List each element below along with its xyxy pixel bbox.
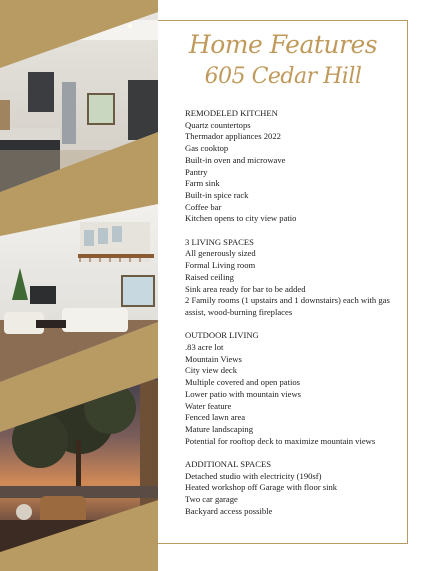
list-item: Backyard access possible — [185, 505, 273, 516]
list-item: Detached studio with electricity (190sf) — [185, 470, 322, 481]
list-item: Mature landscaping — [185, 423, 254, 434]
list-item: City view deck — [185, 365, 238, 376]
list-item: Farm sink — [185, 178, 220, 189]
list-item: Built-in spice rack — [185, 189, 249, 200]
list-item: Sink area ready for bar to be added — [185, 283, 306, 294]
section-title: 3 LIVING SPACES — [185, 236, 254, 247]
section-remodeled-kitchen — [185, 108, 405, 225]
section-title: OUTDOOR LIVING — [185, 330, 259, 341]
list-item: .83 acre lot — [185, 342, 224, 353]
list-item: Two car garage — [185, 494, 238, 505]
list-item: Raised ceiling — [185, 271, 234, 282]
photo-collage — [0, 0, 158, 571]
list-item: 2 Family rooms (1 upstairs and 1 downstairs) each with gas assist, wood-burning fireplaces — [185, 295, 390, 317]
list-item: Built-in oven and microwave — [185, 154, 286, 165]
list-item: Heated workshop off Garage with floor sink — [185, 482, 338, 493]
property-address: 605 Cedar Hill — [204, 64, 362, 89]
list-item: All generously sized — [185, 248, 256, 259]
section-additional-spaces — [185, 459, 405, 518]
list-item: Potential for rooftop deck to maximize mountain views — [185, 435, 376, 446]
list-item: Gas cooktop — [185, 143, 229, 154]
feature-list — [185, 108, 405, 529]
list-item: Pantry — [185, 166, 208, 177]
list-item: Quartz countertops — [185, 119, 251, 130]
features-panel — [158, 0, 427, 571]
section-title: ADDITIONAL SPACES — [185, 459, 272, 470]
list-item: Multiple covered and open patios — [185, 377, 301, 388]
list-item: Water feature — [185, 400, 232, 411]
list-item: Mountain Views — [185, 353, 242, 364]
list-item: Coffee bar — [185, 201, 222, 212]
section-living-spaces — [185, 237, 405, 319]
list-item: Formal Living room — [185, 260, 256, 271]
section-title: REMODELED KITCHEN — [185, 108, 278, 118]
list-item: Kitchen opens to city view patio — [185, 213, 297, 224]
page-title: Home Features — [188, 30, 378, 59]
list-item: Fenced lawn area — [185, 412, 246, 423]
section-outdoor-living — [185, 330, 405, 447]
list-item: Thermador appliances 2022 — [185, 131, 281, 142]
list-item: Lower patio with mountain views — [185, 388, 301, 399]
collage-graphic — [0, 0, 158, 571]
